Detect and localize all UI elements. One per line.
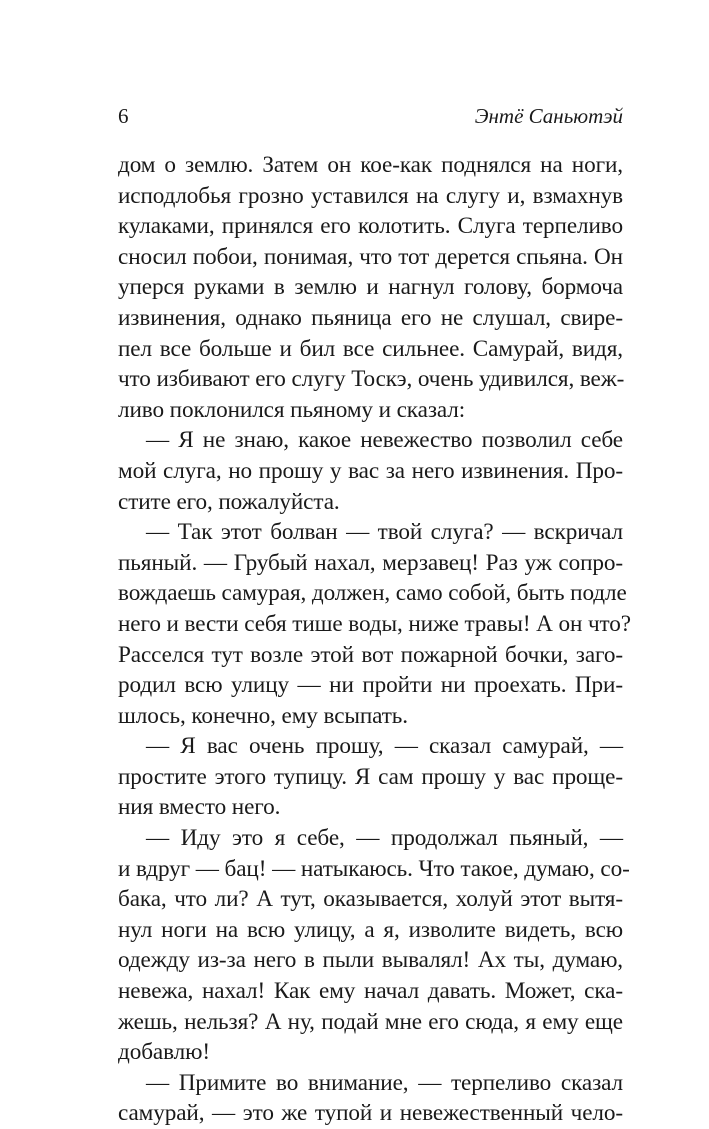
text-line: и вдруг — бац! — натыкаюсь. Что такое, думаю, со- [118, 855, 630, 882]
text-line: — Примите во внимание, — терпеливо сказал [146, 1069, 623, 1096]
text-line: стите его, пожалуйста. [118, 488, 340, 515]
running-head-author: Энтё Саньютэй [474, 104, 623, 128]
text-line: извинения, однако пьяница его не слушал, свире- [118, 304, 623, 331]
text-line: шлось, конечно, ему всыпать. [118, 702, 408, 729]
text-line: жешь, нельзя? А ну, подай мне его сюда, я ему еще [118, 1008, 623, 1035]
book-page [118, 96, 631, 1129]
body-text [118, 150, 631, 1129]
text-line: дом о землю. Затем он кое-как поднялся на ноги, [118, 152, 623, 178]
text-line: родил всю улицу — ни пройти ни проехать. При- [118, 672, 623, 699]
text-line: мой слуга, но прошу у вас за него извинения. Про- [118, 457, 623, 484]
text-line: исподлобья грозно уставился на слугу и, взмахнув [118, 182, 623, 209]
text-line: Расселся тут возле этой вот пожарной бочки, заго- [118, 641, 623, 668]
text-line: него и вести себя тише воды, ниже травы! А он что? [118, 610, 631, 637]
text-line: что избивают его слугу Тоскэ, очень удивился, веж- [118, 366, 625, 393]
text-line: ливо поклонился пьяному и сказал: [118, 396, 466, 423]
text-line: простите этого тупицу. Я сам прошу у вас проще- [118, 763, 623, 790]
text-line: вождаешь самурая, должен, само собой, быть подле [118, 580, 627, 607]
text-line: добавлю! [118, 1039, 210, 1066]
text-line: — Так этот болван — твой слуга? — вскричал [146, 519, 623, 546]
text-line: невежа, нахал! Как ему начал давать. Может, ска- [118, 978, 623, 1005]
text-line: самурай, — это же тупой и невежественный чело- [118, 1100, 623, 1127]
text-line: пел все больше и бил все сильнее. Самурай, видя, [118, 335, 623, 362]
text-line: — Я не знаю, какое невежество позволил себе [146, 427, 623, 454]
text-line: одежду из-за него в пыли вывалял! Ах ты, думаю, [118, 947, 623, 974]
text-line: сносил побои, понимая, что тот дерется спьяна. Он [118, 243, 623, 270]
text-line: — Иду это я себе, — продолжал пьяный, — [146, 825, 623, 852]
page-number: 6 [118, 104, 129, 128]
text-line: кулаками, принялся его колотить. Слуга терпеливо [118, 213, 623, 240]
text-line: ния вместо него. [118, 794, 281, 821]
page-header [118, 96, 623, 136]
text-line: бака, что ли? А тут, оказывается, холуй этот вытя- [118, 886, 623, 913]
text-line: — Я вас очень прошу, — сказал самурай, — [146, 733, 623, 760]
text-line: пьяный. — Грубый нахал, мерзавец! Раз уж сопро- [118, 549, 623, 576]
text-line: уперся руками в землю и нагнул голову, бормоча [118, 274, 623, 301]
text-line: нул ноги на всю улицу, а я, изволите видеть, всю [118, 916, 623, 943]
